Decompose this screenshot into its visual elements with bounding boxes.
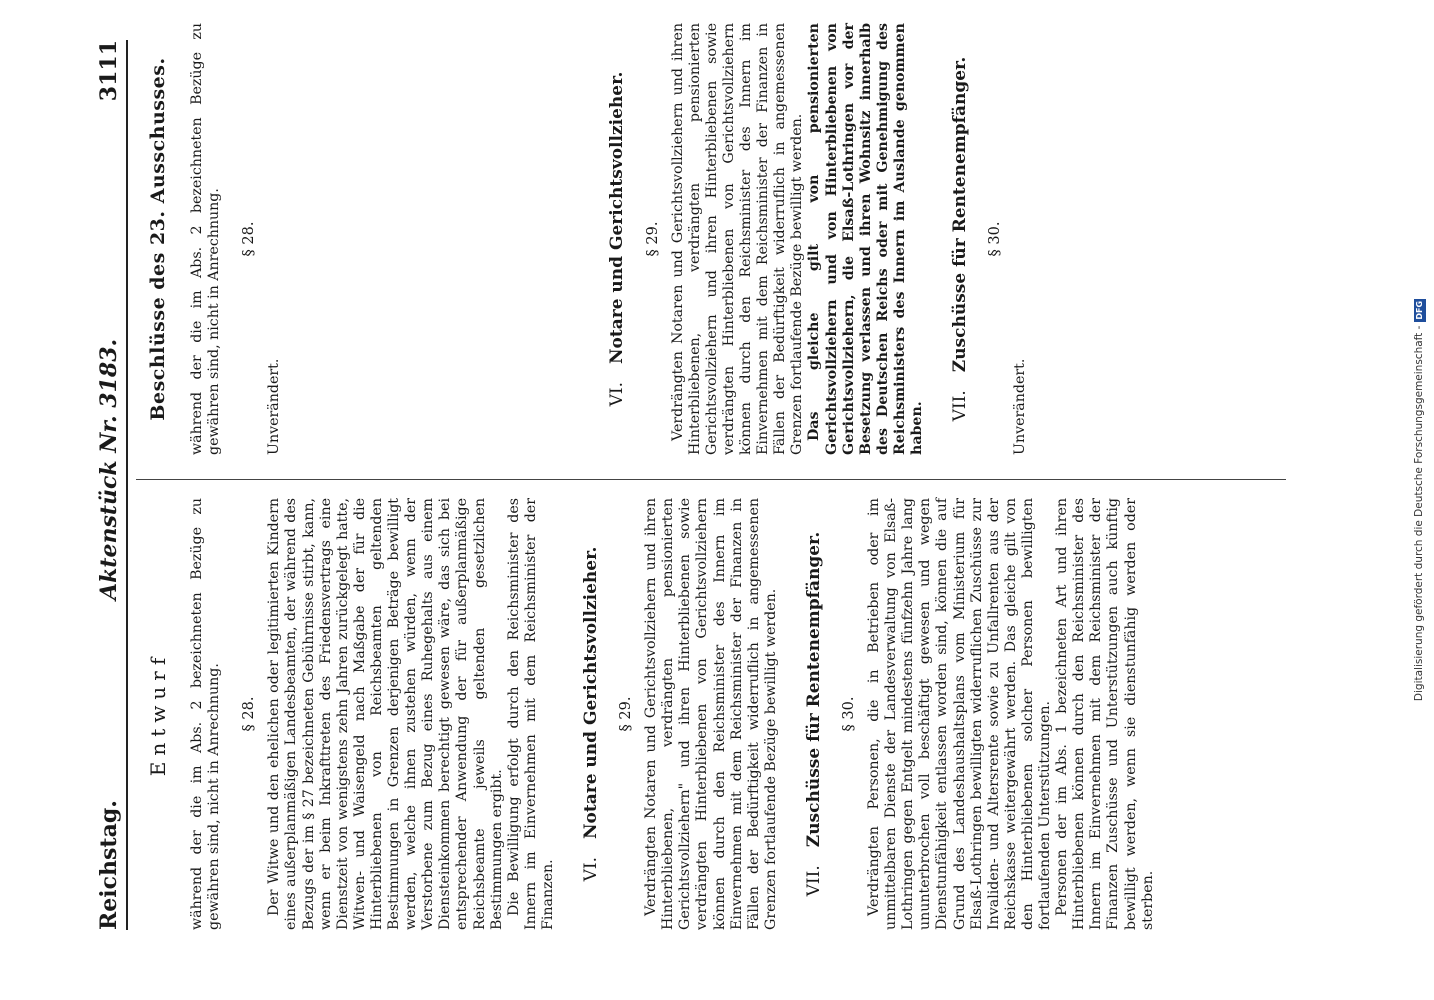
section-30-title: § 30. xyxy=(841,696,857,732)
part-6-title: Notare und Gerichtsvollzieher. xyxy=(580,546,601,839)
column-heading-beschluesse: Beschlüsse des 23. Ausschusses. xyxy=(147,57,169,421)
spacer xyxy=(283,23,583,455)
part-7-heading xyxy=(803,498,824,930)
part-6-heading xyxy=(609,23,626,455)
left-column xyxy=(140,498,1157,930)
part-7-number: VII. xyxy=(950,390,971,422)
section-30-title: § 30. xyxy=(987,221,1004,257)
digitization-note-text: Digitalisierung gefördert durch die Deutsche Forschungsgemeinschaft - xyxy=(1413,325,1425,702)
column-divider xyxy=(136,479,1286,480)
page-number: 3111 xyxy=(96,40,122,102)
section-29-title: § 29. xyxy=(644,221,661,257)
part-7-number: VII. xyxy=(803,865,824,897)
section-30-unchanged: Unverändert. xyxy=(1012,358,1029,455)
section-28-title: § 28. xyxy=(241,696,258,732)
section-28-unchanged: Unverändert. xyxy=(266,358,283,455)
section-29-paragraph-2: Das gleiche gilt von pensionierten Gerichtsvollziehern und von Hinterbliebenen von Gerichtsvollziehern, die Elsaß-Lothringen vor der Besetzung verlassen und ihren Wohnsitz innerhalb des Deutschen Reichs oder mit Genehmigung des Reichsministers des Innern im Auslande genommen haben. xyxy=(806,23,925,455)
dfg-logo: DFG xyxy=(1415,300,1424,320)
part-7-heading xyxy=(952,23,969,455)
part-7-title: Zuschüsse für Rentenempfänger. xyxy=(950,56,971,373)
section-29-paragraph-1: Verdrängten Notaren und Gerichtsvollziehern und ihren Hinterbliebenen, verdrängten pensionierten Gerichtsvollziehern und ihren Hinterbliebenen sowie verdrängten Hinterbliebenen von Gerichtsvollziehern können durch den Reichsminister des Innern im Einvernehmen mit dem Reichsminister der Finanzen in Fällen der Bedürftigkeit widerruflich in angemessenen Grenzen fortlaufende Bezüge bewilligt werden. xyxy=(669,23,806,455)
part-6-number: VI. xyxy=(607,382,628,407)
header-left: Reichstag. xyxy=(96,800,122,930)
section-30-paragraph-2: Personen der im Abs. 1 bezeichneten Art und ihren Hinterbliebenen können durch den Reichsminister des Innern im Einvernehmen mit dem Reichsminister der Finanzen Zuschüsse und Unterstützungen auch künftig bewilligt werden, wenn sie dienstunfähig werden oder sterben. xyxy=(1054,498,1156,930)
part-7-title: Zuschüsse für Rentenempfänger. xyxy=(803,531,824,848)
right-column xyxy=(140,23,1029,455)
part-6-number: VI. xyxy=(580,857,601,882)
section-29-paragraph-1: Verdrängten Notaren und Gerichtsvollziehern und ihren Hinterbliebenen, verdrängten pensionierten Gerichtsvollziehern" und ihren Hinterbliebenen sowie verdrängten Hinterbliebenen von Gerichtsvollziehern können durch den Reichsminister des Innern im Einvernehmen mit dem Reichsminister der Finanzen in Fällen der Bedürftigkeit widerruflich in angemessenen Grenzen fortlaufende Bezüge bewilligt werden. xyxy=(643,498,779,930)
header-center: Aktenstück Nr. 3183. xyxy=(96,338,122,600)
section-28-paragraph-2: Die Bewilligung erfolgt durch den Reichsminister des Innern im Einvernehmen mit dem Reichsminister der Finanzen. xyxy=(505,498,556,930)
part-6-title: Notare und Gerichtsvollzieher. xyxy=(607,71,628,364)
part-6-heading xyxy=(580,498,601,930)
section-28-paragraph-1: Der Witwe und den ehelichen oder legitimierten Kindern eines außerplanmäßigen Landesbeamten, der während des Bezugs der im § 27 bezeichneten Gebührnisse stirbt, kann, wenn er beim Inkrafttreten des Friedensvertrags eine Dienstzeit von wenigstens zehn Jahren zurückgelegt hatte, Witwen- und Waisengeld nach Maßgabe der für die Hinterbliebenen von Reichsbeamten geltenden Bestimmungen in Grenzen derjenigen Beträge bewilligt werden, welche ihnen zustehen würden, wenn der Verstorbene zum Bezug eines Ruhegehalts aus einem Diensteinkommen berechtigt gewesen wäre, das sich bei entsprechender Anwendung der für außerplanmäßige Reichsbeamte jeweils geltenden gesetzlichen Bestimmungen ergibt. xyxy=(266,498,505,930)
section-30-paragraph-1: Verdrängten Personen, die in Betrieben oder im unmittelbaren Dienste der Landesverwaltung von Elsaß-Lothringen gegen Entgelt mindestens fünfzehn Jahre lang ununterbrochen voll beschäftigt gewesen und wegen Dienstunfähigkeit entlassen worden sind, können die auf Grund des Landeshaushaltsplans vom Ministerium für Elsaß-Lothringen bewilligten widerruflichen Zuschüsse zur Invaliden- und Altersrente sowie zu Unfallrenten aus der Reichskasse weitergewährt werden. Das gleiche gilt von den Hinterbliebenen solcher Personen bewilligten fortlaufenden Unterstützungen. xyxy=(866,498,1054,930)
intro-text: während der die im Abs. 2 bezeichneten Bezüge zu gewähren sind, nicht in Anrechnung. xyxy=(189,498,223,930)
intro-text: während der die im Abs. 2 bezeichneten Bezüge zu gewähren sind, nicht in Anrechnung. xyxy=(189,23,223,455)
header-rule xyxy=(126,40,128,930)
digitization-note xyxy=(1410,8,1428,992)
running-head xyxy=(96,40,126,930)
section-29-title: § 29. xyxy=(618,696,635,732)
section-28-title: § 28. xyxy=(241,221,258,257)
column-heading-entwurf: Entwurf xyxy=(146,651,170,777)
rotated-document-page xyxy=(40,0,1330,1000)
